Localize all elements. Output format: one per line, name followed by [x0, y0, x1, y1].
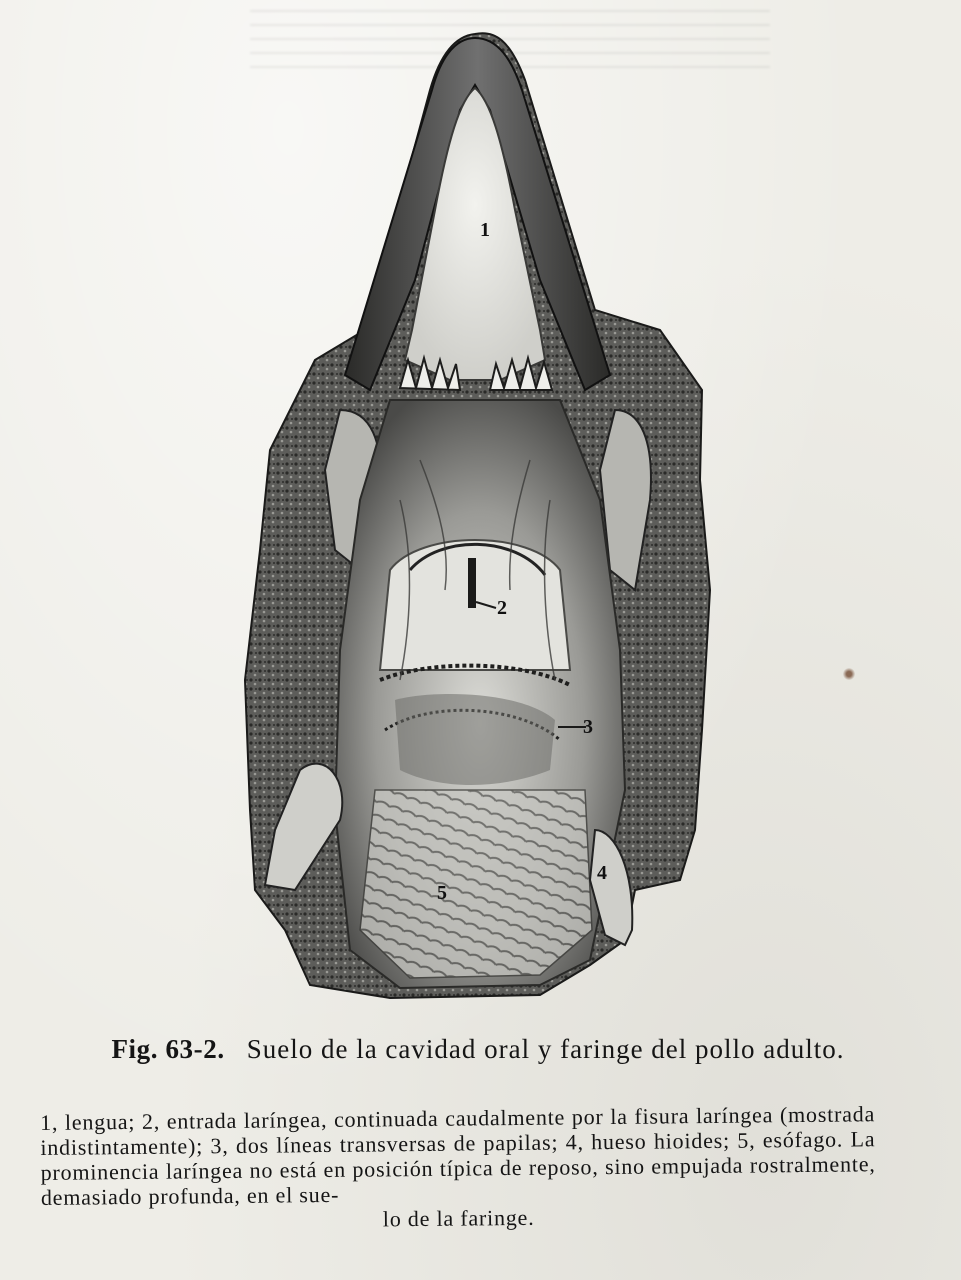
caption-body-last-line: lo de la faringe.: [382, 1204, 535, 1232]
caption-body-text: 1, lengua; 2, entrada laríngea, continuada caudalmente por la fisura laríngea (mostrada indistintamente); 3, dos líneas transversas de papilas; 4, hueso hioides; 5, esófago. La prominencia laríngea no está en posición típica de reposo, sino empujada rostralmente, demasiado profunda, en el sue-: [40, 1101, 876, 1210]
paper-stain: [843, 668, 855, 680]
figure-title: Suelo de la cavidad oral y faringe del pollo adulto.: [246, 1034, 845, 1064]
figure-label-1: 1: [480, 219, 490, 241]
figure-caption-body: [40, 1101, 876, 1235]
figure-label-3: 3: [583, 716, 593, 738]
figure-label-5: 5: [437, 882, 447, 904]
laryngeal-slit: [468, 558, 476, 608]
anatomical-photograph: [240, 30, 720, 1005]
figure-label-2: 2: [497, 597, 507, 619]
figure-label-4: 4: [597, 862, 607, 884]
anatomical-photograph-svg: [240, 30, 720, 1005]
darker-patch: [395, 694, 555, 785]
figure-number: Fig. 63-2.: [111, 1034, 225, 1064]
esophagus-folds: [360, 790, 592, 978]
figure-caption-title: [88, 1032, 868, 1066]
